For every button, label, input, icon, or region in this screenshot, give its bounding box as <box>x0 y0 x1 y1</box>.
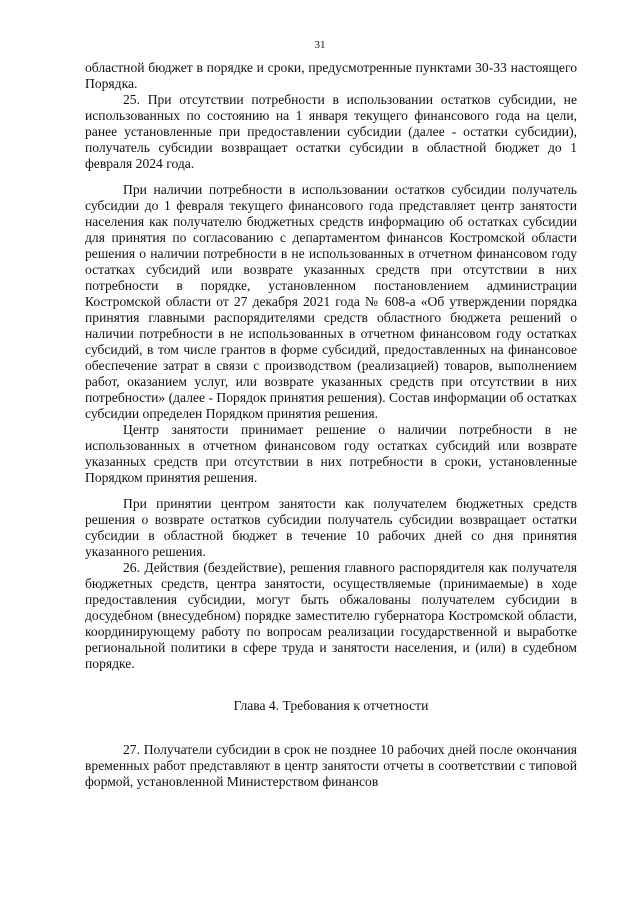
paragraph-item-26: 26. Действия (бездействие), решения главного распорядителя как получателя бюджетных средств, центра занятости, осуществляемые (принимаемые) в ходе предоставления субсидии, могут быть обжалованы получателем субсидии в досудебном (внесудебном) порядке заместителю губернатора Костромской области, координирующему работу по вопросам реализации государственной и выработке региональной политики в сфере труда и занятости населения, и (или) в судебном порядке. <box>85 560 577 671</box>
paragraph-return-decision: При принятии центром занятости как получателем бюджетных средств решения о возврате остатков субсидии получатель субсидии возвращает остатки субсидии в областной бюджет в течение 10 рабочих дней со дня принятия указанного решения. <box>85 496 577 559</box>
paragraph-remaining-balance-need: При наличии потребности в использовании остатков субсидии получатель субсидии до 1 февраля текущего финансового года представляет центр занятости населения как получателю бюджетных средств информацию об остатках субсидии для принятия по согласованию с департаментом финансов Костромской области решения о наличии потребности в не использованных в отчетном финансовом году остатках субсидий или возврате указанных средств при отсутствии в них потребности в порядке, установленном постановлением администрации Костромской области от 27 декабря 2021 года № 608-а «Об утверждении порядка принятия главными распорядителями средств областного бюджета решений о наличии потребности в не использованных в отчетном финансовом году остатках субсидий, в том числе грантов в форме субсидий, предоставленных на финансовое обеспечение затрат в связи с производством (реализацией) товаров, выполнением работ, оказанием услуг, или возврате указанных средств при отсутствии в них потребности» (далее - Порядок принятия решения). Состав информации об остатках субсидии определен Порядком принятия решения. <box>85 182 577 421</box>
page-number: 31 <box>314 39 326 51</box>
chapter-title: Глава 4. Требования к отчетности <box>233 698 429 713</box>
document-body <box>85 60 577 790</box>
paragraph-continuation: областной бюджет в порядке и сроки, предусмотренные пунктами 30-33 настоящего Порядка. <box>85 60 577 91</box>
paragraph-item-25: 25. При отсутствии потребности в использовании остатков субсидии, не использованных по состоянию на 1 января текущего финансового года на цели, ранее установленные при предоставлении субсидии (далее - остатки субсидии), получатель субсидии возвращает остатки субсидии в областной бюджет до 1 февраля 2024 года. <box>85 92 577 171</box>
paragraph-employment-center-decision: Центр занятости принимает решение о наличии потребности в не использованных в отчетном финансовом году остатках субсидий или возврате указанных средств при отсутствии в них потребности в сроки, установленные Порядком принятия решения. <box>85 422 577 485</box>
paragraph-item-27: 27. Получатели субсидии в срок не позднее 10 рабочих дней после окончания временных работ представляют в центр занятости отчеты в соответствии с типовой формой, установленной Министерством финансов <box>85 742 577 789</box>
